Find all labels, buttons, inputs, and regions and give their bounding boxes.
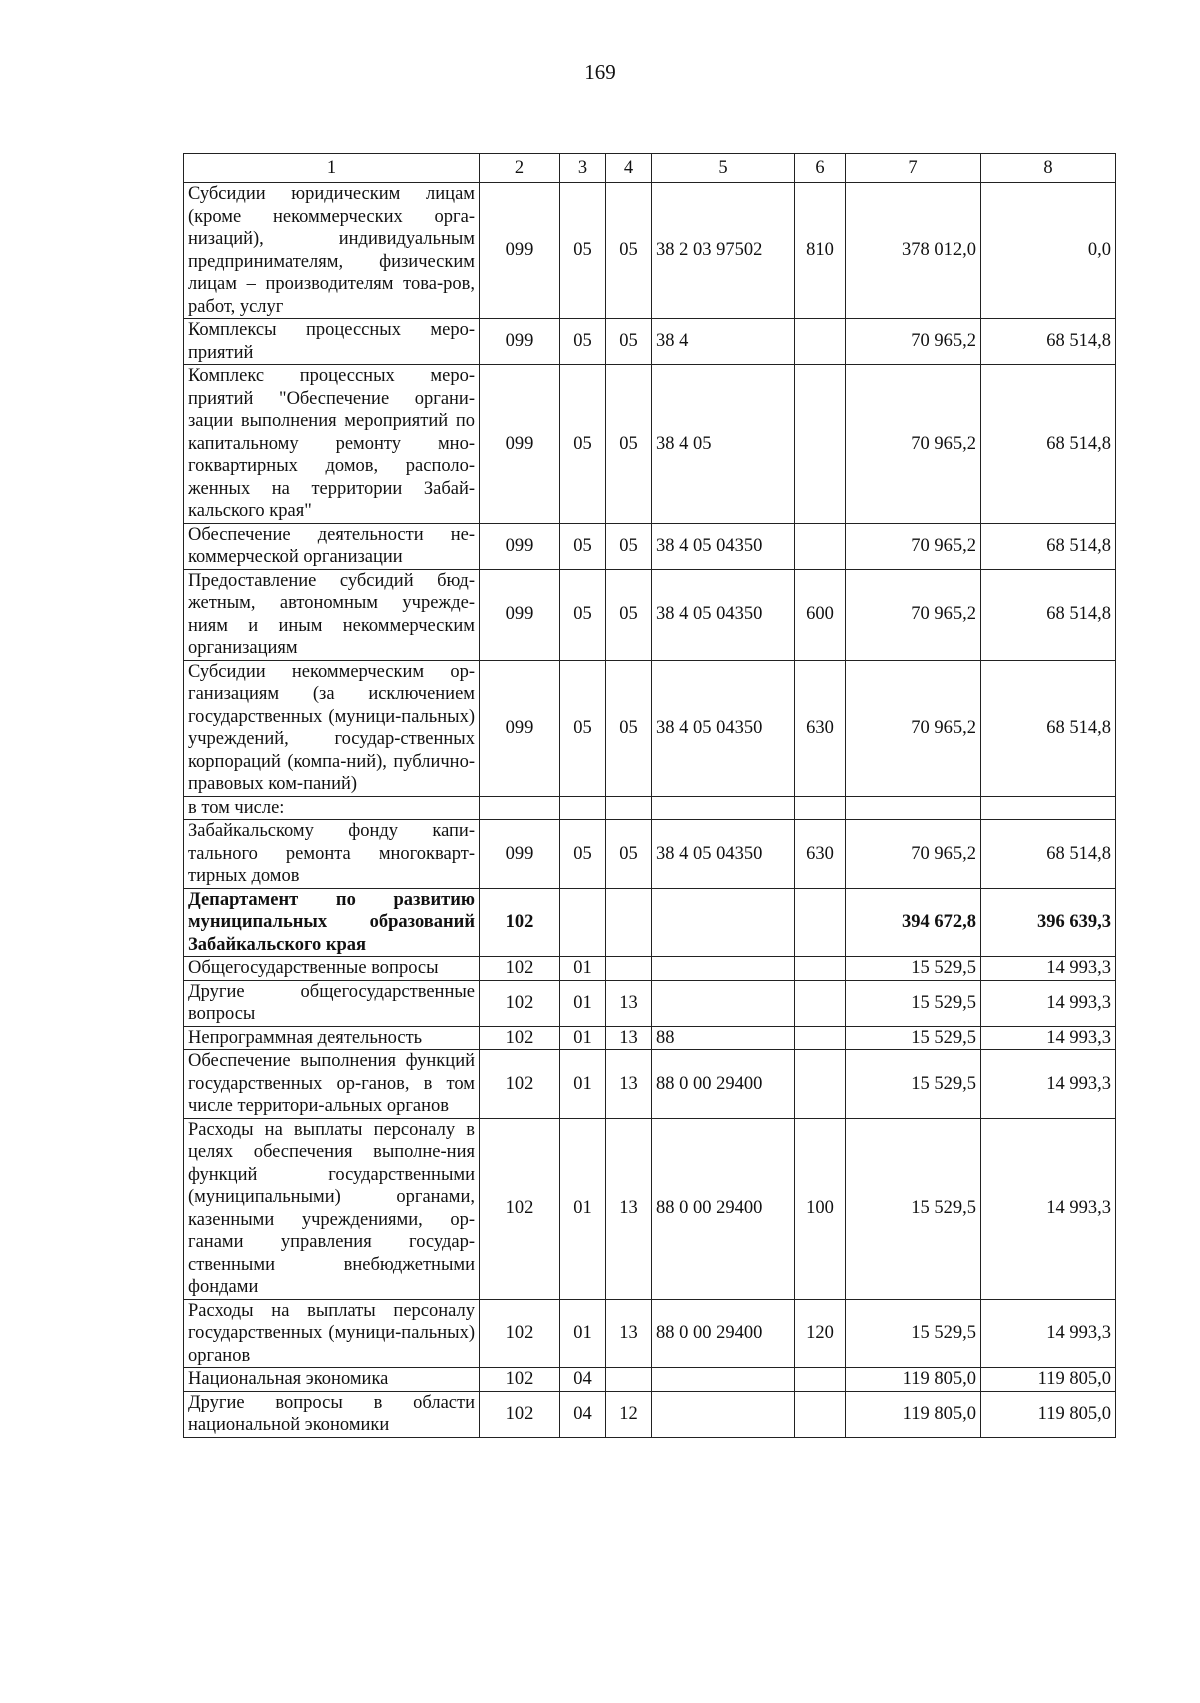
amount-year1-cell: 70 965,2: [846, 820, 981, 889]
subsection-cell: 13: [606, 1026, 652, 1050]
subsection-cell: [606, 957, 652, 981]
table-row: [184, 1026, 1116, 1050]
admin-code-cell: 102: [480, 1026, 560, 1050]
target-article-cell: 38 4 05 04350: [652, 523, 795, 569]
admin-code-cell: 099: [480, 820, 560, 889]
subsection-cell: [606, 796, 652, 820]
row-name-cell: в том числе:: [184, 796, 480, 820]
subsection-cell: 05: [606, 365, 652, 524]
amount-year1-cell: 119 805,0: [846, 1391, 981, 1437]
budget-table: [183, 153, 1116, 1438]
table-body: [184, 183, 1116, 1438]
subsection-cell: 05: [606, 319, 652, 365]
amount-year2-cell: 119 805,0: [981, 1391, 1116, 1437]
expense-type-cell: [795, 957, 846, 981]
amount-year2-cell: 68 514,8: [981, 523, 1116, 569]
admin-code-cell: 102: [480, 957, 560, 981]
row-name-cell: Обеспечение деятельности не-коммерческой организации: [184, 523, 480, 569]
column-header: 7: [846, 154, 981, 183]
amount-year1-cell: 15 529,5: [846, 1026, 981, 1050]
row-name-cell: Субсидии юридическим лицам (кроме некоммерческих орга-низаций), индивидуальным предпринимателям, физическим лицам – производителям това-ров, работ, услуг: [184, 183, 480, 319]
expense-type-cell: [795, 980, 846, 1026]
target-article-cell: 38 4 05: [652, 365, 795, 524]
amount-year1-cell: 70 965,2: [846, 365, 981, 524]
admin-code-cell: [480, 796, 560, 820]
column-number-row: [184, 154, 1116, 183]
amount-year2-cell: 14 993,3: [981, 1050, 1116, 1119]
section-cell: 05: [560, 820, 606, 889]
subsection-cell: 12: [606, 1391, 652, 1437]
subsection-cell: [606, 888, 652, 957]
table-row: [184, 1050, 1116, 1119]
column-header: 6: [795, 154, 846, 183]
section-cell: 05: [560, 569, 606, 660]
target-article-cell: 38 4 05 04350: [652, 660, 795, 796]
row-name-cell: Общегосударственные вопросы: [184, 957, 480, 981]
target-article-cell: [652, 957, 795, 981]
column-header: 8: [981, 154, 1116, 183]
amount-year1-cell: 15 529,5: [846, 1118, 981, 1299]
section-cell: 01: [560, 1026, 606, 1050]
section-cell: 05: [560, 365, 606, 524]
section-cell: [560, 888, 606, 957]
amount-year2-cell: 68 514,8: [981, 569, 1116, 660]
table-row: [184, 1299, 1116, 1368]
section-cell: 01: [560, 1118, 606, 1299]
admin-code-cell: 102: [480, 1368, 560, 1392]
table-row: [184, 660, 1116, 796]
column-header: 1: [184, 154, 480, 183]
admin-code-cell: 102: [480, 980, 560, 1026]
admin-code-cell: 102: [480, 1299, 560, 1368]
target-article-cell: [652, 1391, 795, 1437]
amount-year1-cell: 15 529,5: [846, 957, 981, 981]
target-article-cell: [652, 1368, 795, 1392]
admin-code-cell: 099: [480, 365, 560, 524]
row-name-cell: Комплексы процессных меро-приятий: [184, 319, 480, 365]
admin-code-cell: 102: [480, 1118, 560, 1299]
table-row: [184, 1391, 1116, 1437]
row-name-cell: Национальная экономика: [184, 1368, 480, 1392]
column-header: 4: [606, 154, 652, 183]
amount-year2-cell: [981, 796, 1116, 820]
subsection-cell: 13: [606, 1050, 652, 1119]
admin-code-cell: 099: [480, 183, 560, 319]
expense-type-cell: [795, 1026, 846, 1050]
table-row: [184, 1118, 1116, 1299]
section-cell: 05: [560, 660, 606, 796]
row-name-cell: Субсидии некоммерческим ор-ганизациям (за исключением государственных (муници-пальных) учреждений, государ-ственных корпораций (компа-ний), публично-правовых ком-паний): [184, 660, 480, 796]
page-number: 169: [584, 60, 616, 84]
table-row: [184, 183, 1116, 319]
amount-year1-cell: 70 965,2: [846, 569, 981, 660]
row-name-cell: Другие вопросы в области национальной экономики: [184, 1391, 480, 1437]
amount-year1-cell: 70 965,2: [846, 523, 981, 569]
column-header: 3: [560, 154, 606, 183]
amount-year2-cell: 68 514,8: [981, 820, 1116, 889]
admin-code-cell: 099: [480, 660, 560, 796]
expense-type-cell: 600: [795, 569, 846, 660]
table-row: [184, 957, 1116, 981]
amount-year1-cell: 378 012,0: [846, 183, 981, 319]
subsection-cell: 05: [606, 820, 652, 889]
row-name-cell: Предоставление субсидий бюд-жетным, автономным учрежде-ниям и иным некоммерческим организациям: [184, 569, 480, 660]
amount-year1-cell: 15 529,5: [846, 980, 981, 1026]
column-header: 5: [652, 154, 795, 183]
section-cell: 04: [560, 1368, 606, 1392]
target-article-cell: [652, 888, 795, 957]
target-article-cell: [652, 980, 795, 1026]
table-row: [184, 569, 1116, 660]
row-name-cell: Непрограммная деятельность: [184, 1026, 480, 1050]
row-name-cell: Расходы на выплаты персоналу в целях обеспечения выполне-ния функций государственными (муниципальными) органами, казенными учреждениями, ор-ганами управления государ-ственными внебюджетными фондами: [184, 1118, 480, 1299]
table-row: [184, 1368, 1116, 1392]
target-article-cell: 38 4 05 04350: [652, 569, 795, 660]
row-name-cell: Другие общегосударственные вопросы: [184, 980, 480, 1026]
section-cell: 05: [560, 523, 606, 569]
subsection-cell: 05: [606, 183, 652, 319]
expense-type-cell: [795, 319, 846, 365]
admin-code-cell: 102: [480, 1391, 560, 1437]
subsection-cell: 05: [606, 569, 652, 660]
amount-year1-cell: [846, 796, 981, 820]
section-cell: 01: [560, 1299, 606, 1368]
expense-type-cell: 100: [795, 1118, 846, 1299]
section-cell: 01: [560, 1050, 606, 1119]
expense-type-cell: [795, 1368, 846, 1392]
subsection-cell: 13: [606, 1299, 652, 1368]
amount-year1-cell: 394 672,8: [846, 888, 981, 957]
admin-code-cell: 099: [480, 319, 560, 365]
table-row: [184, 319, 1116, 365]
column-header: 2: [480, 154, 560, 183]
table-row: [184, 980, 1116, 1026]
amount-year2-cell: 0,0: [981, 183, 1116, 319]
amount-year2-cell: 68 514,8: [981, 660, 1116, 796]
expense-type-cell: 810: [795, 183, 846, 319]
expense-type-cell: [795, 796, 846, 820]
target-article-cell: 38 4 05 04350: [652, 820, 795, 889]
admin-code-cell: 102: [480, 1050, 560, 1119]
expense-type-cell: [795, 523, 846, 569]
amount-year2-cell: 68 514,8: [981, 319, 1116, 365]
target-article-cell: [652, 796, 795, 820]
amount-year2-cell: 14 993,3: [981, 980, 1116, 1026]
admin-code-cell: 102: [480, 888, 560, 957]
amount-year1-cell: 70 965,2: [846, 660, 981, 796]
table-row: [184, 523, 1116, 569]
section-cell: 05: [560, 319, 606, 365]
target-article-cell: 88 0 00 29400: [652, 1299, 795, 1368]
expense-type-cell: [795, 1050, 846, 1119]
amount-year2-cell: 14 993,3: [981, 1026, 1116, 1050]
amount-year2-cell: 14 993,3: [981, 1118, 1116, 1299]
expense-type-cell: 630: [795, 660, 846, 796]
amount-year1-cell: 119 805,0: [846, 1368, 981, 1392]
subsection-cell: 13: [606, 1118, 652, 1299]
admin-code-cell: 099: [480, 523, 560, 569]
table-row: [184, 888, 1116, 957]
amount-year1-cell: 15 529,5: [846, 1050, 981, 1119]
section-cell: [560, 796, 606, 820]
section-cell: 04: [560, 1391, 606, 1437]
target-article-cell: 88: [652, 1026, 795, 1050]
target-article-cell: 88 0 00 29400: [652, 1118, 795, 1299]
table-row: [184, 796, 1116, 820]
admin-code-cell: 099: [480, 569, 560, 660]
row-name-cell: Расходы на выплаты персоналу государственных (муници-пальных) органов: [184, 1299, 480, 1368]
expense-type-cell: [795, 888, 846, 957]
section-cell: 01: [560, 957, 606, 981]
amount-year2-cell: 119 805,0: [981, 1368, 1116, 1392]
row-name-cell: Комплекс процессных меро-приятий "Обеспечение органи-зации выполнения мероприятий по капитальному ремонту мно-гоквартирных домов, располо-женных на территории Забай-кальского края": [184, 365, 480, 524]
row-name-cell: Департамент по развитию муниципальных образований Забайкальского края: [184, 888, 480, 957]
amount-year2-cell: 14 993,3: [981, 957, 1116, 981]
expense-type-cell: 120: [795, 1299, 846, 1368]
amount-year2-cell: 396 639,3: [981, 888, 1116, 957]
table-row: [184, 365, 1116, 524]
amount-year2-cell: 68 514,8: [981, 365, 1116, 524]
subsection-cell: 05: [606, 660, 652, 796]
row-name-cell: Обеспечение выполнения функций государственных ор-ганов, в том числе территори-альных органов: [184, 1050, 480, 1119]
target-article-cell: 38 4: [652, 319, 795, 365]
amount-year2-cell: 14 993,3: [981, 1299, 1116, 1368]
target-article-cell: 88 0 00 29400: [652, 1050, 795, 1119]
section-cell: 05: [560, 183, 606, 319]
amount-year1-cell: 15 529,5: [846, 1299, 981, 1368]
amount-year1-cell: 70 965,2: [846, 319, 981, 365]
row-name-cell: Забайкальскому фонду капи-тального ремонта многокварт-тирных домов: [184, 820, 480, 889]
subsection-cell: 13: [606, 980, 652, 1026]
table-row: [184, 820, 1116, 889]
target-article-cell: 38 2 03 97502: [652, 183, 795, 319]
expense-type-cell: [795, 365, 846, 524]
expense-type-cell: [795, 1391, 846, 1437]
section-cell: 01: [560, 980, 606, 1026]
expense-type-cell: 630: [795, 820, 846, 889]
subsection-cell: [606, 1368, 652, 1392]
subsection-cell: 05: [606, 523, 652, 569]
